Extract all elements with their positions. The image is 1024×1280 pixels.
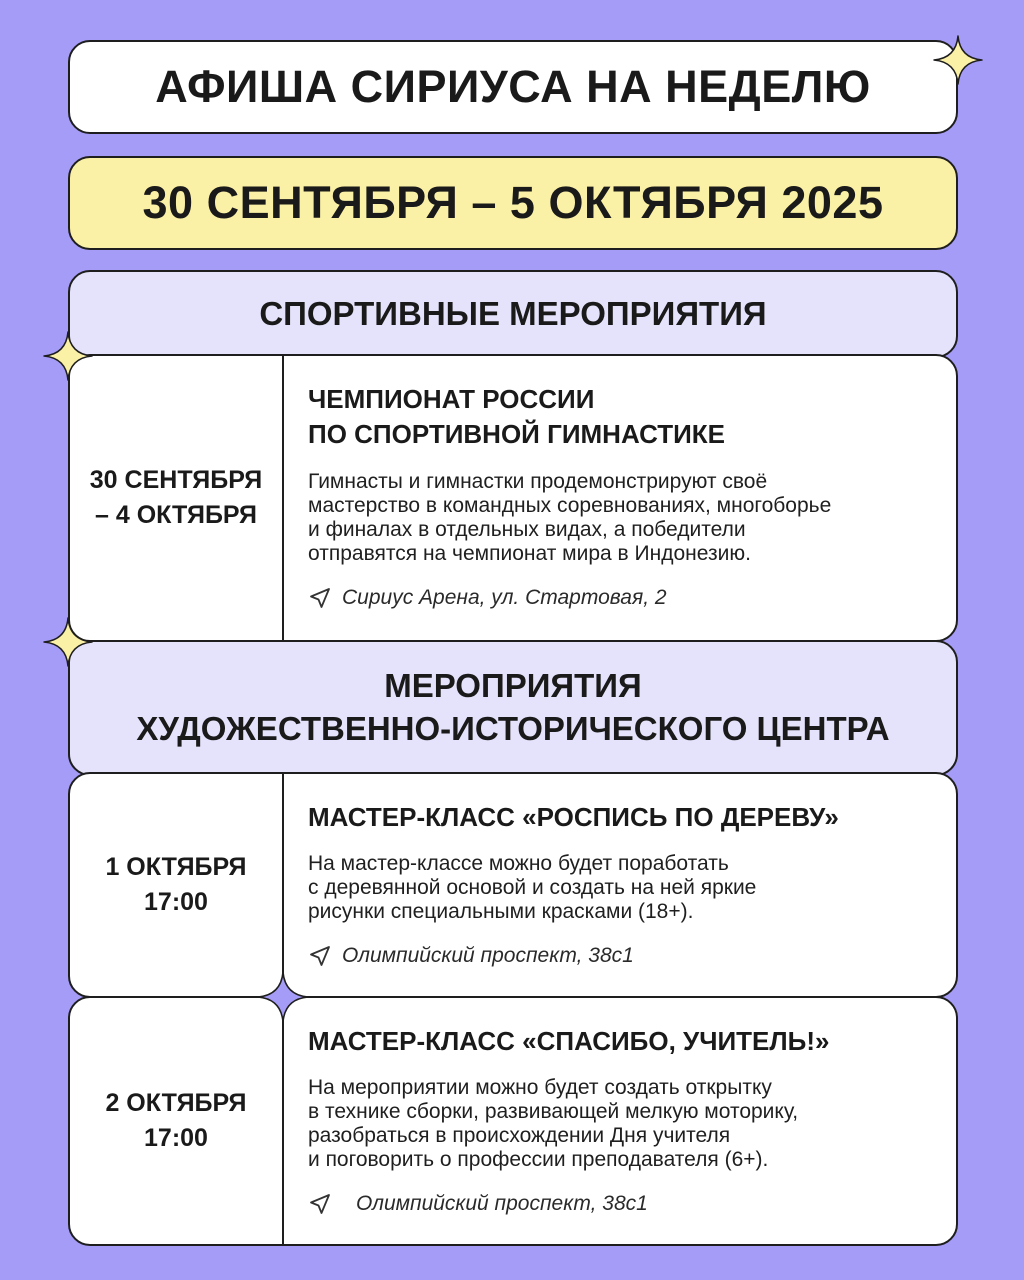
- event-date-line: – 4 ОКТЯБРЯ: [95, 501, 257, 529]
- event-location: [308, 944, 634, 968]
- event-time: 17:00: [144, 1124, 208, 1152]
- date-range-text: 30 СЕНТЯБРЯ – 5 ОКТЯБРЯ 2025: [142, 177, 884, 228]
- event-content: [308, 998, 932, 1244]
- event-content: [308, 356, 932, 640]
- event-title-line: МАСТЕР-КЛАСС «СПАСИБО, УЧИТЕЛЬ!»: [308, 1026, 830, 1056]
- event-title: [308, 1024, 829, 1059]
- location-arrow-icon: [308, 944, 332, 968]
- event-desc-line: мастерство в командных соревнованиях, многоборье: [308, 494, 832, 518]
- event-location-text: Сириус Арена, ул. Стартовая, 2: [342, 586, 667, 609]
- event-description: [308, 1076, 798, 1173]
- event-desc-line: Гимнасты и гимнастки продемонстрируют своё: [308, 470, 768, 493]
- event-card-gymnastics: [68, 354, 958, 642]
- event-date: [70, 356, 284, 640]
- event-title-line: МАСТЕР-КЛАСС «РОСПИСЬ ПО ДЕРЕВУ»: [308, 802, 839, 832]
- event-desc-line: в технике сборки, развивающей мелкую моторику,: [308, 1100, 799, 1124]
- page-title-text: АФИША СИРИУСА НА НЕДЕЛЮ: [155, 61, 871, 112]
- section-header-art-history: [68, 640, 958, 776]
- event-desc-line: с деревянной основой и создать на ней яркие: [308, 876, 757, 900]
- event-description: [308, 470, 831, 567]
- event-desc-line: и финалах в отдельных видах, а победители: [308, 518, 746, 542]
- event-desc-line: отправятся на чемпионат мира в Индонезию.: [308, 542, 751, 566]
- event-location: [308, 586, 667, 610]
- event-location-text: Олимпийский проспект, 38с1: [342, 944, 634, 967]
- event-card-wood-painting: [68, 772, 958, 998]
- event-title: [308, 382, 725, 452]
- event-date-line: 2 ОКТЯБРЯ: [105, 1089, 247, 1117]
- location-arrow-icon: [308, 1192, 332, 1216]
- event-time: 17:00: [144, 888, 208, 916]
- date-range-banner: [68, 156, 958, 250]
- section-header-sport: [68, 270, 958, 358]
- section-title-line: СПОРТИВНЫЕ МЕРОПРИЯТИЯ: [259, 294, 767, 332]
- page-title: [68, 40, 958, 134]
- event-date-line: 30 СЕНТЯБРЯ: [89, 466, 263, 494]
- sparkle-icon: [932, 34, 984, 86]
- event-desc-line: и поговорить о профессии преподавателя (6+).: [308, 1148, 769, 1172]
- event-desc-line: На мероприятии можно будет создать открытку: [308, 1076, 772, 1099]
- event-title: [308, 800, 839, 835]
- event-desc-line: На мастер-классе можно будет поработать: [308, 852, 729, 875]
- section-title-line: МЕРОПРИЯТИЯ: [384, 667, 642, 705]
- event-date-line: 1 ОКТЯБРЯ: [105, 853, 247, 881]
- event-desc-line: рисунки специальными красками (18+).: [308, 900, 694, 924]
- event-description: [308, 852, 756, 924]
- sparkle-icon: [42, 616, 94, 668]
- event-card-thank-you-teacher: [68, 996, 958, 1246]
- sparkle-icon: [42, 330, 94, 382]
- location-arrow-icon: [308, 586, 332, 610]
- event-content: [308, 774, 932, 996]
- event-title-line: ЧЕМПИОНАТ РОССИИ: [308, 384, 595, 414]
- sparkle-icon: [256, 970, 310, 1024]
- section-title-line: ХУДОЖЕСТВЕННО-ИСТОРИЧЕСКОГО ЦЕНТРА: [136, 710, 890, 747]
- event-location-text: Олимпийский проспект, 38с1: [356, 1192, 648, 1215]
- event-title-line: ПО СПОРТИВНОЙ ГИМНАСТИКЕ: [308, 418, 725, 449]
- event-location: [308, 1192, 648, 1216]
- event-date: [70, 998, 284, 1244]
- event-desc-line: разобраться в происхождении Дня учителя: [308, 1124, 731, 1148]
- event-date: [70, 774, 284, 996]
